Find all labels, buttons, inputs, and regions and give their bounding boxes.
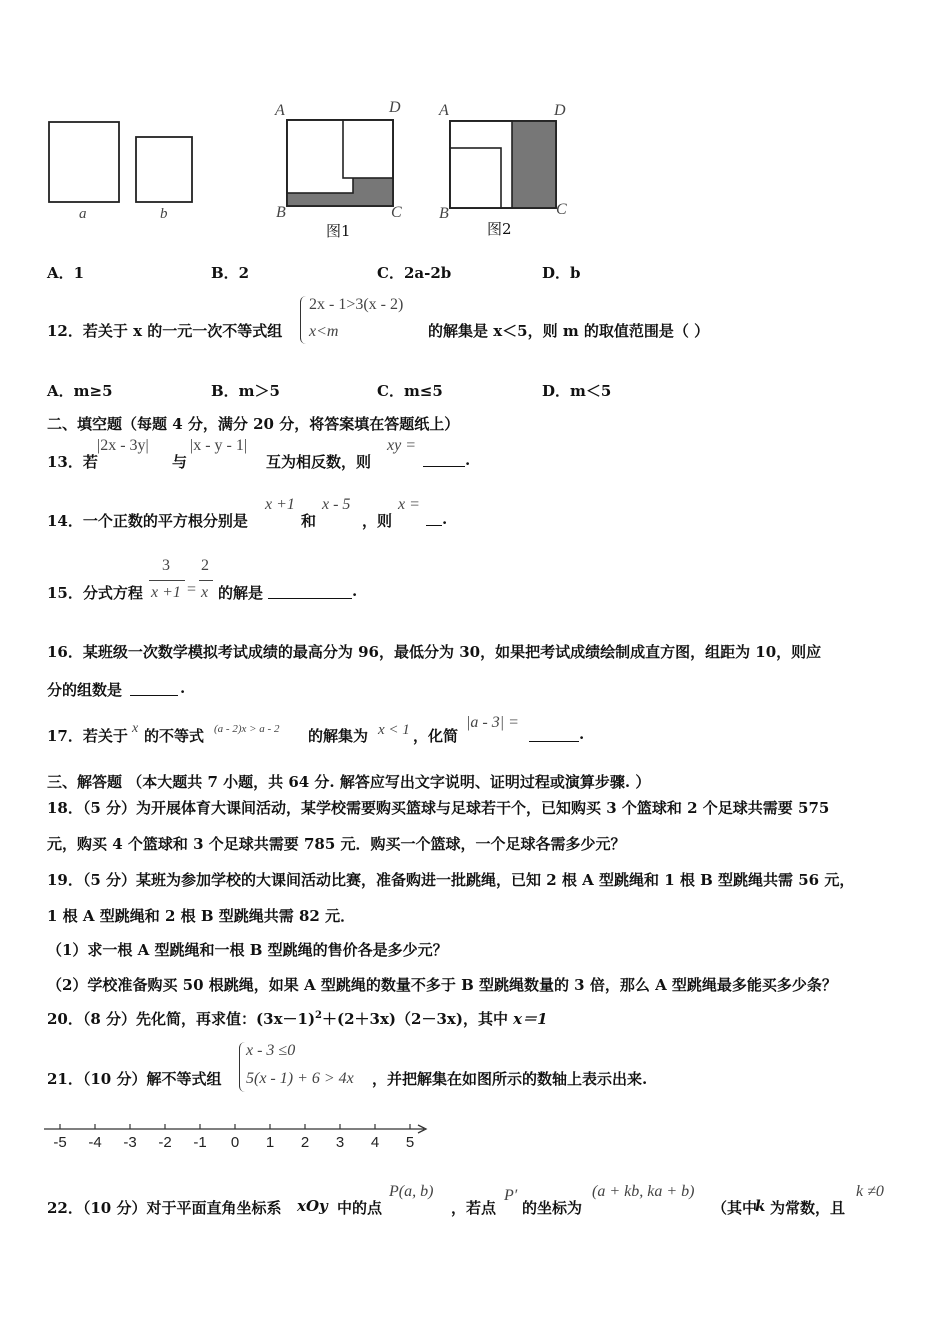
q15-den2: x [201,584,209,601]
q21-brace [239,1042,246,1092]
q12-suffix: 的解集是 x＜5，则 m 的取值范围是（ ） [428,322,710,340]
q11-option-b: B．2 [211,264,250,282]
fig2-caption: 图2 [487,220,512,238]
q15-fraction-bar-2 [199,580,213,581]
q19-sub2: （2）学校准备购买 50 根跳绳，如果 A 型跳绳的数量不多于 B 型跳绳数量的 3 倍，那么 A 型跳绳最多能买多少条？ [47,976,837,994]
q17-text1: 17．若关于 [47,727,128,745]
q17-blank [529,740,579,742]
fig1-label-A: A [275,102,285,119]
q14-end: . [442,510,448,528]
q19-line2: 1 根 A 型跳绳和 2 根 B 型跳绳共需 82 元． [47,907,356,925]
q15-eq: = [187,581,197,598]
q20 [47,1008,548,1029]
q22-text5: （其中 [712,1199,758,1217]
q14-text2: ，则 [362,512,393,530]
q11-option-d: D．b [542,264,581,282]
section3-title: 三、解答题 （本大题共 7 小题，共 64 分. 解答应写出文字说明、证明过程或演算步骤. ） [47,773,651,791]
q17-text4: ，化简 [413,727,459,745]
q15-fraction-bar-1 [149,580,185,581]
fig2-label-D: D [554,102,566,119]
fig1-label-B: B [276,204,286,221]
square-b [136,137,192,202]
q21-text1: 21．（10 分）解不等式组 [47,1070,222,1088]
q15-text1: 15．分式方程 [47,584,143,602]
q12-option-d: D．m＜5 [542,382,612,400]
q12-ineq1: 2x - 1>3(x - 2) [309,296,404,313]
number-line-label: -1 [193,1134,207,1151]
q14-and: 和 [301,512,317,530]
q22-knz: k ≠0 [856,1183,884,1200]
q14-expr1: x +1 [265,496,295,513]
fig1-label-D: D [389,99,401,116]
q22-P: P(a, b) [389,1183,434,1200]
fig1-label-C: C [391,204,402,221]
q15-num1: 3 [162,557,170,574]
q12-brace [300,296,307,344]
q16-line2: 分的组数是 [47,681,123,699]
q14-text1: 14．一个正数的平方根分别是 [47,512,248,530]
number-line-label: 0 [230,1134,240,1151]
q16-line1: 16．某班级一次数学模拟考试成绩的最高分为 96，最低分为 30，如果把考试成绩绘制成直方图，组距为 10，则应 [47,643,822,661]
q13-end: . [465,451,471,469]
q12-ineq2: x<m [309,323,339,340]
q22-text3: ，若点 [451,1199,497,1217]
q17-var: x [132,721,139,736]
fig2-label-B: B [439,205,449,222]
q22-coord: (a + kb, ka + b) [592,1183,695,1200]
q13-with: 与 [172,453,188,471]
q21-ineq2: 5(x - 1) + 6 > 4x [246,1070,354,1087]
q13-mid: 互为相反数，则 [266,453,372,471]
q22-text6: 为常数，且 [770,1199,846,1217]
q18-line1: 18．（5 分）为开展体育大课间活动，某学校需要购买篮球与足球若干个，已知购买 3 个篮球和 2 个足球共需要 575 [47,799,830,817]
q20-text1: 20．（8 分）先化简，再求值：(3x－1) [47,1010,316,1028]
number-line-label: -5 [53,1134,67,1151]
q21-text2: ，并把解集在如图所示的数轴上表示出来. [372,1070,648,1088]
q14-expr2: x - 5 [322,496,351,513]
q20-text2: ＋(2＋3x)（2－3x)，其中 [322,1010,514,1028]
q15-text2: 的解是 [218,584,264,602]
q17-abs: |a - 3| = [466,714,519,731]
q13-expr2: |x - y - 1| [190,437,248,454]
q15-num2: 2 [201,557,209,574]
q22-text2: 中的点 [337,1199,383,1217]
q21-ineq1: x - 3 ≤0 [246,1042,296,1059]
figure-2 [450,121,556,208]
q11-option-a: A．1 [47,264,85,282]
q16-blank [130,694,178,696]
q13-num: 13．若 [47,453,98,471]
q17-text2: 的不等式 [144,727,205,745]
q11-option-c: C．2a-2b [377,264,452,282]
q20-cond: x＝1 [513,1010,548,1028]
q19-sub1: （1）求一根 A 型跳绳和一根 B 型跳绳的售价各是多少元？ [47,941,448,959]
number-line-label: -2 [158,1134,172,1151]
q17-text3: 的解集为 [308,727,369,745]
fig2-label-C: C [556,201,567,218]
label-a: a [79,206,87,222]
q20-sup: 2 [315,1010,323,1021]
q22-text4: 的坐标为 [522,1199,583,1217]
label-b: b [160,206,168,222]
number-line-label: -3 [123,1134,137,1151]
q22-text1: 22．（10 分）对于平面直角坐标系 [47,1199,282,1217]
fig2-label-A: A [439,102,449,119]
q17-sol: x < 1 [378,722,410,738]
q22-k: k [755,1197,766,1215]
q19-line1: 19．（5 分）某班为参加学校的大课间活动比赛，准备购进一批跳绳，已知 2 根 A 型跳绳和 1 根 B 型跳绳共需 56 元， [47,871,855,889]
q16-end: . [180,679,186,697]
q18-line2: 元，购买 4 个篮球和 3 个足球共需要 785 元．购买一个篮球，一个足球各需多少元？ [47,835,626,853]
number-line-label: 5 [405,1134,415,1151]
q12-option-b: B．m＞5 [211,382,280,400]
q12-option-c: C．m≤5 [377,382,443,400]
q12-prefix: 12．若关于 x 的一元一次不等式组 [47,322,283,340]
q15-blank [268,597,352,599]
section2-title: 二、填空题（每题 4 分，满分 20 分，将答案填在答题纸上） [47,415,460,433]
q13-expr1: |2x - 3y| [97,437,149,454]
fig1-caption: 图1 [326,222,351,240]
q17-end: . [579,725,585,743]
q13-blank [423,465,465,467]
number-line-label: 4 [370,1134,380,1151]
q14-blank [426,524,442,526]
q14-expr3: x = [398,496,420,513]
q22-xoy: xOy [297,1197,328,1215]
q22-Pp: P′ [504,1187,518,1204]
q12-option-a: A．m≥5 [47,382,113,400]
number-line-label: 1 [265,1134,275,1151]
number-line-label: 2 [300,1134,310,1151]
q15-end: . [352,582,358,600]
number-line-label: 3 [335,1134,345,1151]
figure-squares [0,0,950,250]
figure-1 [287,120,393,206]
q17-ineq: (a - 2)x > a - 2 [214,723,280,735]
square-a [49,122,119,202]
number-line [40,1118,440,1154]
number-line-label: -4 [88,1134,102,1151]
q15-den1: x +1 [151,584,181,601]
q13-expr3: xy = [387,437,416,454]
